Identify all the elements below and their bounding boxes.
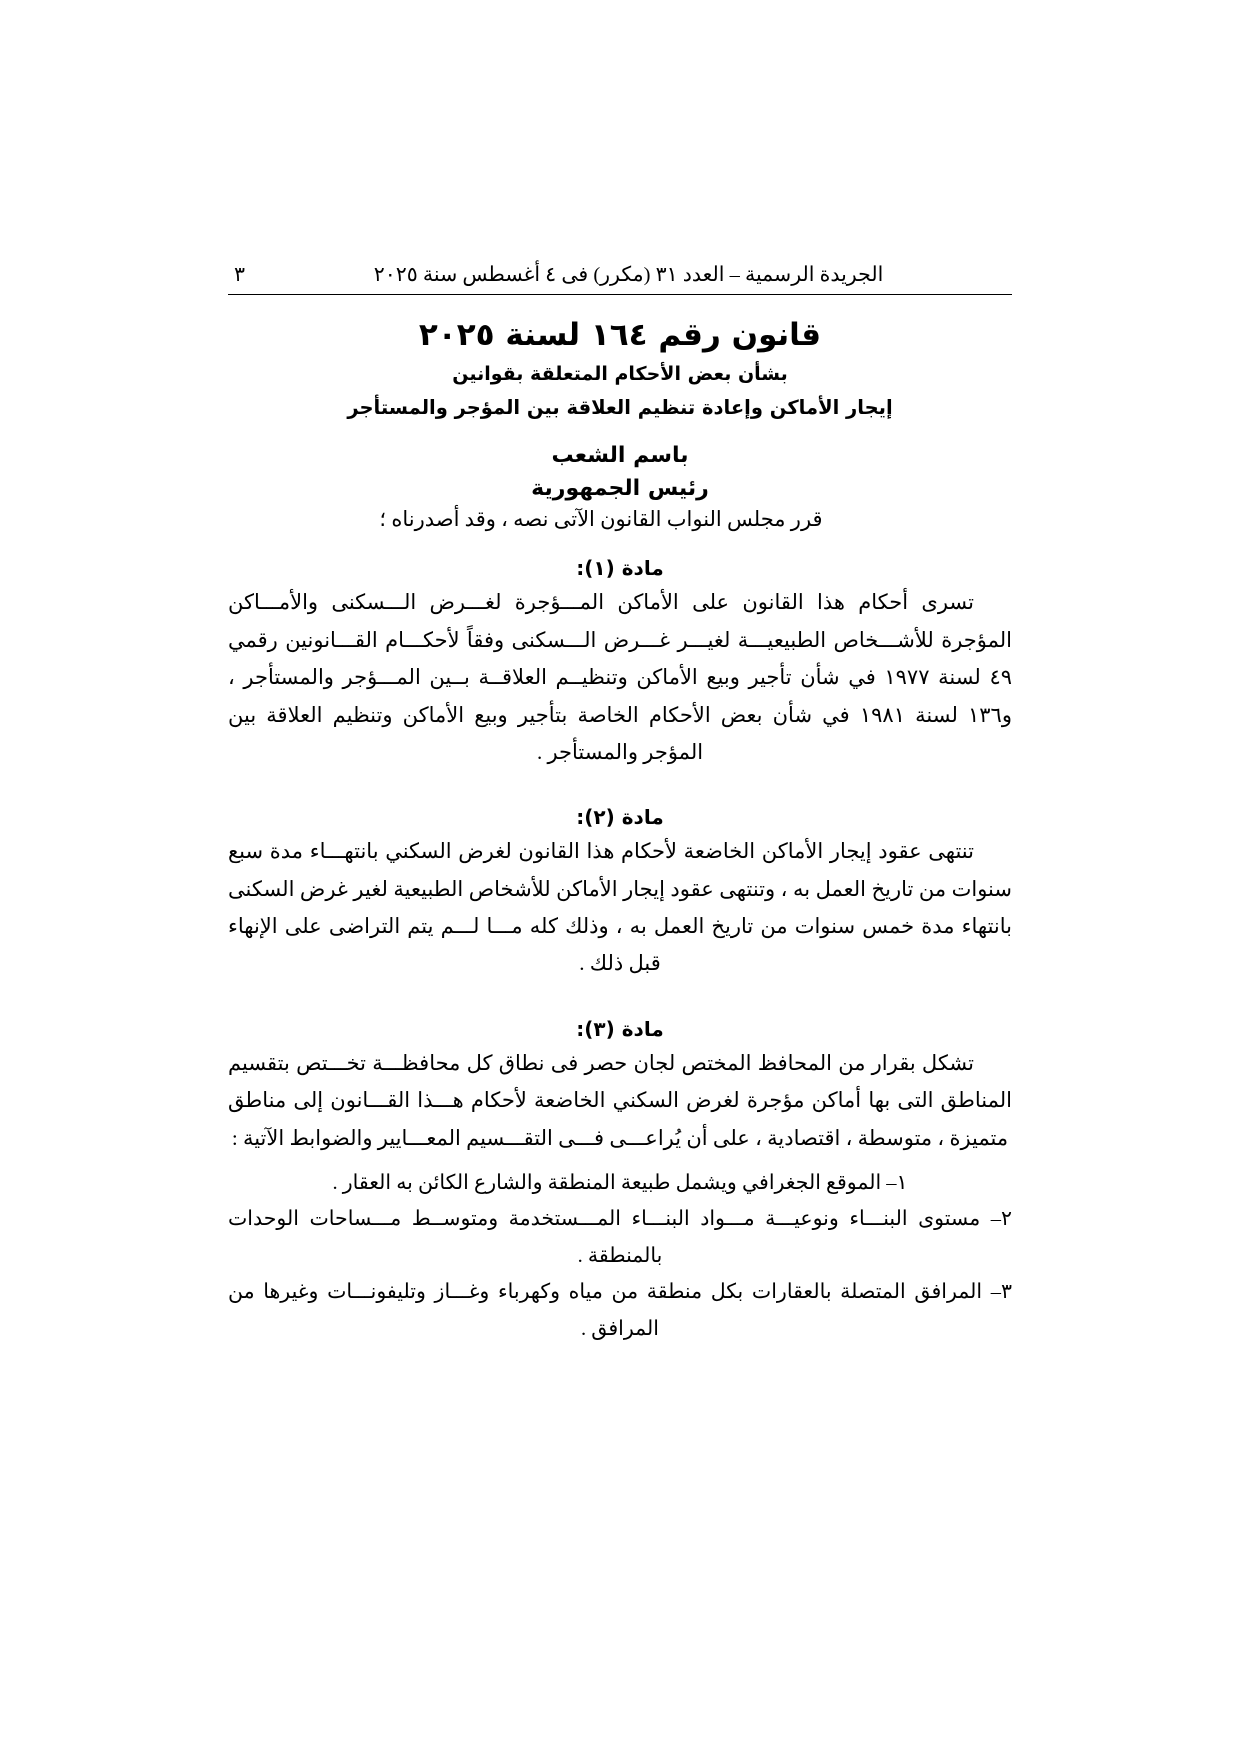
- law-subtitle-1: بشأن بعض الأحكام المتعلقة بقوانين: [452, 363, 788, 385]
- article-label-2: مادة (٢):: [576, 805, 664, 830]
- spacer-2: [228, 985, 1012, 999]
- article-3-item-2: ٢– مستوى البنـــاء ونوعيـــة مـــواد البنـــاء المـــستخدمة ومتوســط مـــساحات الوحدات بالمنطقة .: [228, 1208, 1012, 1267]
- article-label-3: مادة (٣):: [576, 1016, 664, 1041]
- article-3-item-1: ١– الموقع الجغرافي ويشمل طبيعة المنطقة والشارع الكائن به العقار .: [332, 1171, 908, 1194]
- spacer-1: [228, 773, 1012, 787]
- law-title: قانون رقم ١٦٤ لسنة ٢٠٢٥: [418, 317, 822, 353]
- in-name-of-people: باسم الشعب: [551, 443, 689, 468]
- president-title: رئيس الجمهورية: [531, 476, 709, 501]
- gazette-reference: الجريدة الرسمية – العدد ٣١ (مكرر) فى ٤ أغسطس سنة ٢٠٢٥: [373, 264, 884, 286]
- page-number: ٣: [234, 264, 246, 286]
- article-2-paragraph: تنتهى عقود إيجار الأماكن الخاضعة لأحكام هذا القانون لغرض السكني بانتهـــاء مدة سبع سنوات من تاريخ العمل به ، وتنتهى عقود إيجار الأماكن للأشخاص الطبيعية لغير غرض السكنى بانتهاء مدة خمس سنوات من تاريخ العمل به ، وذلك كله مـــا لـــم يتم التراضى على الإنهاء قبل ذلك .: [228, 839, 1012, 976]
- header-divider: [228, 294, 1012, 295]
- article-3-item-3: ٣– المرافق المتصلة بالعقارات بكل منطقة من مياه وكهرباء وغـــاز وتليفونـــات وغيرها من المرافق .: [228, 1281, 1012, 1340]
- article-label-1: مادة (١):: [576, 556, 664, 581]
- law-subtitle-2: إيجار الأماكن وإعادة تنظيم العلاقة بين المؤجر والمستأجر: [347, 396, 893, 419]
- page-content: [228, 262, 1012, 1347]
- decree-statement: قرر مجلس النواب القانون الآتى نصه ، وقد أصدرناه ؛: [379, 507, 823, 531]
- article-1-paragraph: تسرى أحكام هذا القانون على الأماكن المـــؤجرة لغـــرض الـــسكنى والأمـــاكن المؤجرة للأشـــخاص الطبيعيـــة لغيـــر غـــرض الـــسكنى وفقاً لأحكـــام القـــانونين رقمي ٤٩ لسنة ١٩٧٧ في شأن تأجير وبيع الأماكن وتنظيــم العلاقــة بــين المـــؤجر والمستأجر ، و١٣٦ لسنة ١٩٨١ في شأن بعض الأحكام الخاصة بتأجير وبيع الأماكن وتنظيم العلاقة بين المؤجر والمستأجر .: [228, 590, 1012, 764]
- running-header: [228, 262, 1012, 287]
- article-3-paragraph: تشكل بقرار من المحافظ المختص لجان حصر فى نطاق كل محافظـــة تخـــتص بتقسيم المناطق التى بها أماكن مؤجرة لغرض السكني الخاضعة لأحكام هـــذا القـــانون إلى مناطق متميزة ، متوسطة ، اقتصادية ، على أن يُراعـــى فـــى التقـــسيم المعـــايير والضوابط الآتية :: [228, 1050, 1012, 1150]
